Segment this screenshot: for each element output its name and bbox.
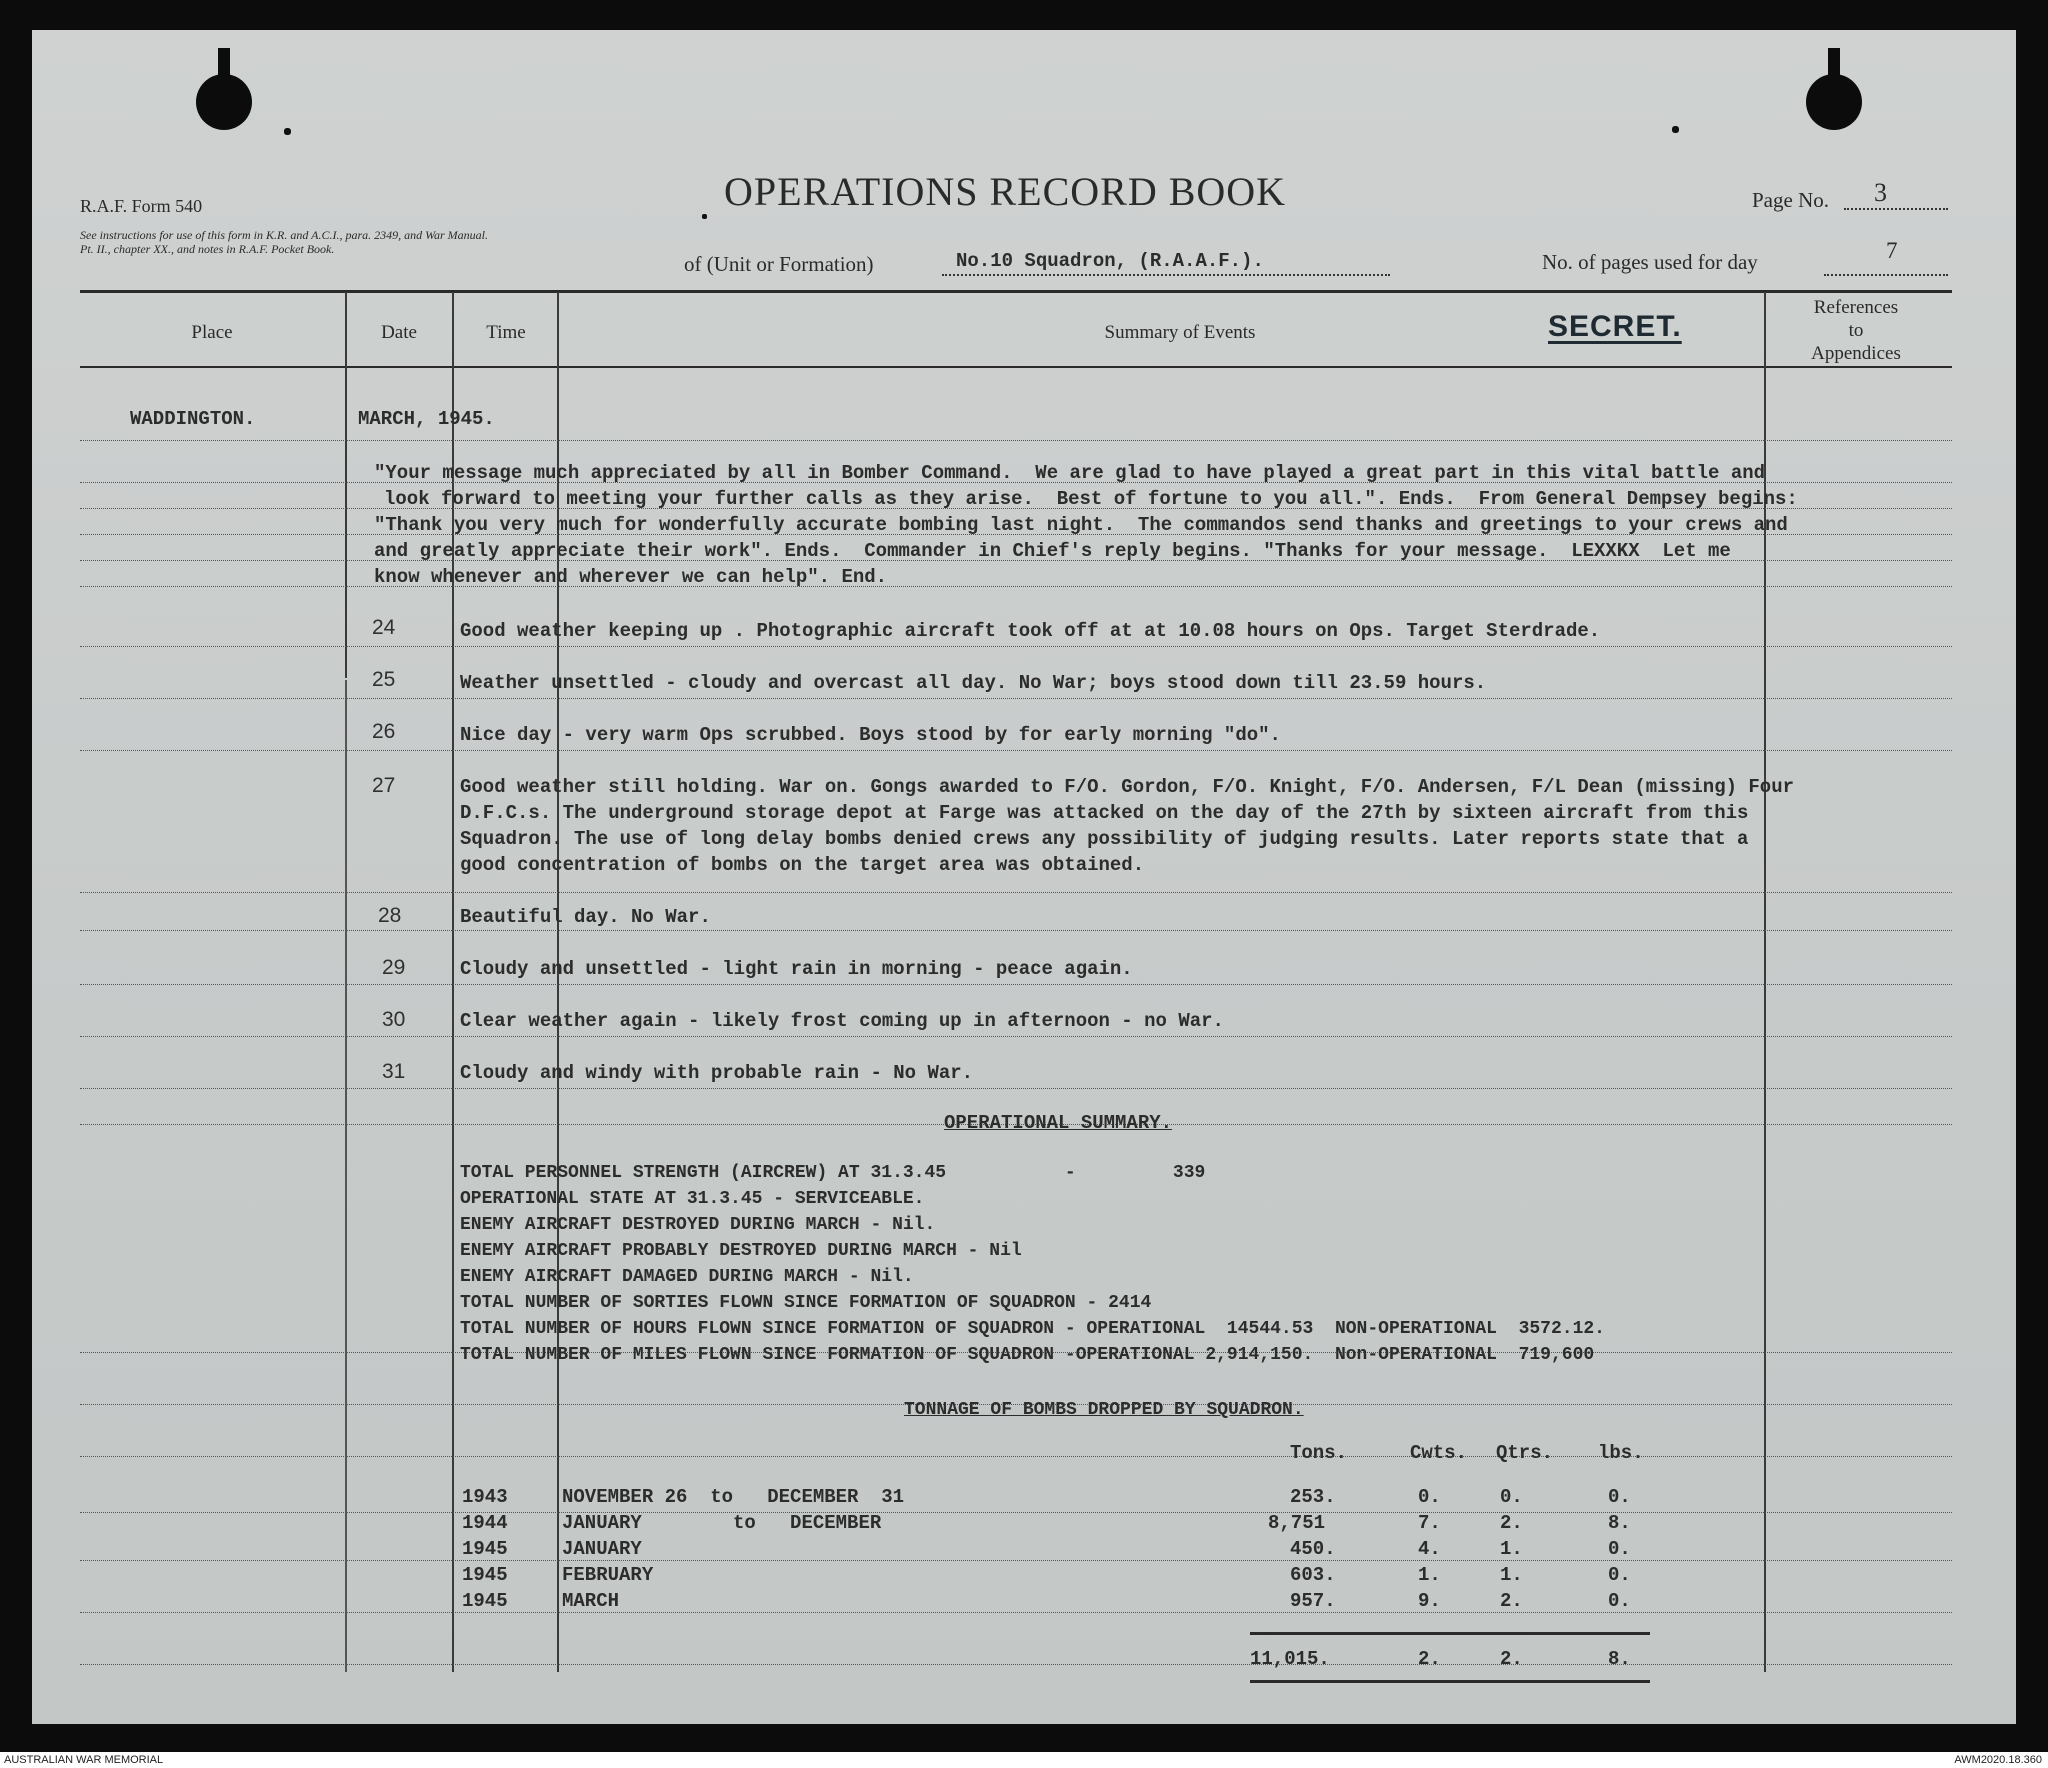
summary-line: ENEMY AIRCRAFT DESTROYED DURING MARCH - Nil.: [460, 1215, 936, 1235]
tonnage-qtrs: 1.: [1500, 1538, 1523, 1560]
secret-stamp: SECRET.: [1548, 310, 1682, 343]
column-header-references: [1766, 296, 1946, 365]
paragraph-line: and greatly appreciate their work". Ends. Commander in Chief's reply begins. "Thanks for your message. LEXXKX Let me: [374, 540, 1731, 562]
entry-date: 24: [372, 616, 396, 639]
tonnage-year: 1945: [462, 1590, 508, 1612]
operational-summary: [460, 1160, 1605, 1368]
tonnage-year: 1945: [462, 1564, 508, 1586]
entry-text: Beautiful day. No War.: [460, 906, 711, 928]
entry-text: Nice day - very warm Ops scrubbed. Boys stood by for early morning "do".: [460, 724, 1281, 746]
paper-speck: [284, 128, 291, 135]
paper-speck: [702, 214, 707, 219]
paragraph-line: look forward to meeting your further calls as they arise. Best of fortune to you all.". Ends. From General Dempsey begins:: [384, 488, 1798, 510]
tonnage-qtrs: 1.: [1500, 1564, 1523, 1586]
entry-date: 25: [372, 668, 396, 691]
tonnage-year: 1944: [462, 1512, 508, 1534]
form-number: R.A.F. Form 540: [80, 196, 203, 216]
ruled-line: [80, 698, 1952, 699]
column-divider-place: [345, 292, 347, 678]
tonnage-tons: 450.: [1290, 1538, 1336, 1560]
page-number-value: 3: [1874, 178, 1887, 207]
paper-speck: [1672, 126, 1679, 133]
entry-date: 29: [382, 956, 406, 979]
archive-credit: AUSTRALIAN WAR MEMORIAL: [4, 1754, 164, 1766]
total-rule-bottom: [1250, 1680, 1650, 1683]
entry-line: D.F.C.s. The underground storage depot at Farge was attacked on the day of the 27th by sixteen aircraft from this: [460, 802, 1749, 824]
pages-used-value: 7: [1886, 238, 1898, 263]
tonnage-col-lbs: lbs.: [1598, 1442, 1644, 1464]
paragraph-line: know whenever and wherever we can help". End.: [374, 566, 888, 588]
column-header-time: Time: [486, 322, 526, 343]
page-number-field-line: [1844, 208, 1948, 210]
entry-text: Weather unsettled - cloudy and overcast all day. No War; boys stood down till 23.59 hours.: [460, 672, 1487, 694]
tonnage-tons: 253.: [1290, 1486, 1336, 1508]
tonnage-lbs: 8.: [1608, 1512, 1631, 1534]
pages-used-field-line: [1824, 274, 1948, 276]
ruled-line: [80, 750, 1952, 751]
form-instructions: See instructions for use of this form in K.R. and A.C.I., para. 2349, and War Manual. Pt. II., chapter XX., and notes in R.A.F. Pocket Book.: [80, 228, 489, 256]
entry-text: Clear weather again - likely frost coming up in afternoon - no War.: [460, 1010, 1224, 1032]
ruled-line: [80, 930, 1952, 931]
references-line-1: References: [1813, 297, 1899, 318]
tonnage-lbs: 0.: [1608, 1564, 1631, 1586]
page-number-label: Page No.: [1752, 188, 1829, 212]
total-tons: 11,015.: [1250, 1648, 1330, 1670]
binder-hole-right: [1806, 74, 1862, 130]
tonnage-lbs: 0.: [1608, 1590, 1631, 1612]
ruled-line: [80, 1612, 1952, 1613]
summary-line: TOTAL NUMBER OF MILES FLOWN SINCE FORMATION OF SQUADRON -OPERATIONAL 2,914,150. Non-OPERATIONAL 719,600: [460, 1345, 1595, 1365]
tonnage-year: 1943: [462, 1486, 508, 1508]
entry-text-block: [460, 774, 1794, 878]
tonnage-period: MARCH: [562, 1590, 620, 1612]
tonnage-cwts: 4.: [1418, 1538, 1441, 1560]
column-header-date: Date: [381, 322, 417, 343]
ruled-line: [80, 440, 1952, 441]
total-cwts: 2.: [1418, 1648, 1441, 1670]
unit-field-line: [942, 274, 1390, 276]
references-line-2: to: [1848, 320, 1864, 341]
entry-date: 26: [372, 720, 396, 743]
total-qtrs: 2.: [1500, 1648, 1523, 1670]
page-title: OPERATIONS RECORD BOOK: [724, 169, 1287, 214]
paragraph-line: "Your message much appreciated by all in Bomber Command. We are glad to have played a great part in this vital battle and: [374, 462, 1766, 484]
tonnage-col-tons: Tons.: [1290, 1442, 1348, 1464]
ruled-line: [80, 1664, 1952, 1665]
tonnage-cwts: 0.: [1418, 1486, 1441, 1508]
opening-paragraph: [374, 460, 1798, 590]
entry-text: Good weather keeping up . Photographic aircraft took off at at 10.08 hours on Ops. Target Sterdrade.: [460, 620, 1601, 642]
binder-hole-left: [196, 74, 252, 130]
column-divider-place-lower: [345, 680, 347, 1672]
pages-used-label: No. of pages used for day: [1542, 250, 1758, 274]
tonnage-period: FEBRUARY: [562, 1564, 654, 1586]
summary-line: ENEMY AIRCRAFT PROBABLY DESTROYED DURING MARCH - Nil: [460, 1241, 1022, 1261]
total-rule-top: [1250, 1632, 1650, 1635]
ruled-line: [80, 892, 1952, 893]
ruled-line: [80, 1036, 1952, 1037]
tonnage-col-qtrs: Qtrs.: [1496, 1442, 1554, 1464]
month-entry: MARCH, 1945.: [358, 408, 495, 430]
ruled-line: [80, 646, 1952, 647]
ruled-line: [80, 984, 1952, 985]
summary-line: TOTAL NUMBER OF SORTIES FLOWN SINCE FORMATION OF SQUADRON - 2414: [460, 1293, 1152, 1313]
operational-summary-heading: OPERATIONAL SUMMARY.: [944, 1112, 1173, 1134]
entry-line: Good weather still holding. War on. Gongs awarded to F/O. Gordon, F/O. Knight, F/O. Andersen, F/L Dean (missing) Four: [460, 776, 1795, 798]
column-header-summary: Summary of Events: [1104, 322, 1256, 343]
tonnage-period: JANUARY to DECEMBER: [562, 1512, 882, 1534]
entry-date: 31: [382, 1060, 406, 1083]
entry-text: Cloudy and windy with probable rain - No War.: [460, 1062, 974, 1084]
entry-date: 28: [378, 904, 402, 927]
entry-text: Cloudy and unsettled - light rain in morning - peace again.: [460, 958, 1133, 980]
paragraph-line: "Thank you very much for wonderfully accurate bombing last night. The commandos send thanks and greetings to your crews and: [374, 514, 1788, 536]
table-top-rule: [80, 290, 1952, 293]
tonnage-lbs: 0.: [1608, 1486, 1631, 1508]
tonnage-qtrs: 2.: [1500, 1512, 1523, 1534]
tonnage-cwts: 7.: [1418, 1512, 1441, 1534]
ruled-line: [80, 1456, 1952, 1457]
entry-date: 27: [372, 774, 396, 797]
tonnage-tons: 8,751: [1268, 1512, 1326, 1534]
ruled-line: [80, 1512, 1952, 1513]
tonnage-period: JANUARY: [562, 1538, 642, 1560]
summary-line: TOTAL PERSONNEL STRENGTH (AIRCREW) AT 31.3.45 - 339: [460, 1163, 1206, 1183]
summary-line: OPERATIONAL STATE AT 31.3.45 - SERVICEABLE.: [460, 1189, 925, 1209]
tonnage-lbs: 0.: [1608, 1538, 1631, 1560]
tonnage-qtrs: 2.: [1500, 1590, 1523, 1612]
unit-label: of (Unit or Formation): [684, 252, 874, 276]
ruled-line: [80, 1088, 1952, 1089]
tonnage-col-cwts: Cwts.: [1410, 1442, 1468, 1464]
archive-reference: AWM2020.18.360: [1954, 1754, 2042, 1766]
tonnage-tons: 957.: [1290, 1590, 1336, 1612]
ruled-line: [80, 1560, 1952, 1561]
column-header-place: Place: [191, 322, 233, 343]
entry-line: Squadron. The use of long delay bombs denied crews any possibility of judging results. Later reports state that a: [460, 828, 1749, 850]
table-header-rule: [80, 366, 1952, 368]
tonnage-tons: 603.: [1290, 1564, 1336, 1586]
tonnage-period: NOVEMBER 26 to DECEMBER 31: [562, 1486, 905, 1508]
tonnage-cwts: 9.: [1418, 1590, 1441, 1612]
tonnage-year: 1945: [462, 1538, 508, 1560]
entry-line: good concentration of bombs on the target area was obtained.: [460, 854, 1145, 876]
tonnage-cwts: 1.: [1418, 1564, 1441, 1586]
place-entry: WADDINGTON.: [130, 408, 256, 430]
unit-value: No.10 Squadron, (R.A.A.F.).: [956, 250, 1264, 272]
tonnage-heading: TONNAGE OF BOMBS DROPPED BY SQUADRON.: [904, 1400, 1304, 1420]
references-line-3: Appendices: [1811, 343, 1901, 364]
entry-date: 30: [382, 1008, 406, 1031]
total-lbs: 8.: [1608, 1648, 1631, 1670]
summary-line: ENEMY AIRCRAFT DAMAGED DURING MARCH - Nil.: [460, 1267, 914, 1287]
tonnage-qtrs: 0.: [1500, 1486, 1523, 1508]
summary-line: TOTAL NUMBER OF HOURS FLOWN SINCE FORMATION OF SQUADRON - OPERATIONAL 14544.53 NON-OPERATIONAL 3572.12.: [460, 1319, 1605, 1339]
